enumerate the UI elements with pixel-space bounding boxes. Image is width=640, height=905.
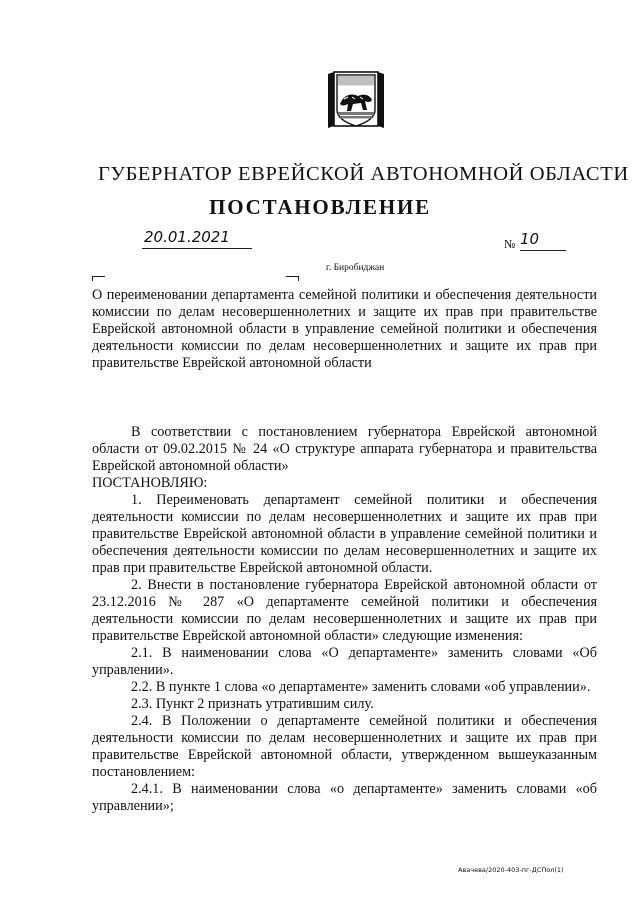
coat-of-arms-emblem	[326, 66, 386, 136]
subject-corner-left	[92, 276, 105, 281]
document-date: 20.01.2021	[142, 228, 252, 249]
subject-text: О переименовании департамента семейной политики и обеспечения деятельности комиссии по делам несовершеннолетних и защите их прав при правительстве Еврейской автономной области в управление семейной политики и обеспечения деятельности комиссии по делам несовершеннолетних и защите их прав при правительстве Еврейской автономной области	[92, 287, 597, 371]
paragraph-1: 1. Переименовать департамент семейной политики и обеспечения деятельности комиссии по делам несовершеннолетних и защите их прав при правительстве Еврейской автономной области в управление семейной политики и обеспечения деятельности комиссии по делам несовершеннолетних и защите их прав при правительстве Еврейской автономной области.	[92, 492, 597, 576]
paragraph-2-4: 2.4. В Положении о департаменте семейной политики и обеспечения деятельности комиссии по делам несовершеннолетних и защите их прав при правительстве Еврейской автономной области, утвержденном вышеуказанным постановлением:	[92, 713, 597, 780]
document-number	[504, 232, 568, 252]
paragraph-2-2: 2.2. В пункте 1 слова «о департаменте» заменить словами «об управлении».	[131, 679, 591, 695]
number-sign: №	[504, 237, 516, 251]
footer-reference-code: Авачева/2020-403-пг-ДСПол(1)	[458, 866, 564, 874]
governor-title: ГУБЕРНАТОР ЕВРЕЙСКОЙ АВТОНОМНОЙ ОБЛАСТИ	[98, 163, 629, 185]
subject-corner-right	[286, 276, 299, 281]
paragraph-2-3: 2.3. Пункт 2 признать утратившим силу.	[131, 696, 374, 712]
resolve-heading: ПОСТАНОВЛЯЮ:	[92, 475, 208, 491]
paragraph-2: 2. Внести в постановление губернатора Еврейской автономной области от 23.12.2016 № 287 «О департаменте семейной политики и обеспечения деятельности комиссии по делам несовершеннолетних и защите их прав при правительстве Еврейской автономной области» следующие изменения:	[92, 577, 597, 644]
preamble-paragraph: В соответствии с постановлением губернатора Еврейской автономной области от 09.02.2015 № 24 «О структуре аппарата губернатора и правительства Еврейской автономной области»	[92, 424, 597, 474]
paragraph-2-1: 2.1. В наименовании слова «О департаменте» заменить словами «Об управлении».	[92, 645, 597, 678]
document-type: ПОСТАНОВЛЕНИЕ	[209, 195, 431, 219]
number-value: 10	[520, 230, 566, 251]
city-label: г. Биробиджан	[326, 263, 385, 273]
body-text	[92, 424, 597, 815]
paragraph-2-4-1: 2.4.1. В наименовании слова «о департаменте» заменить словами «об управлении»;	[92, 781, 597, 814]
subject-block	[92, 287, 597, 372]
